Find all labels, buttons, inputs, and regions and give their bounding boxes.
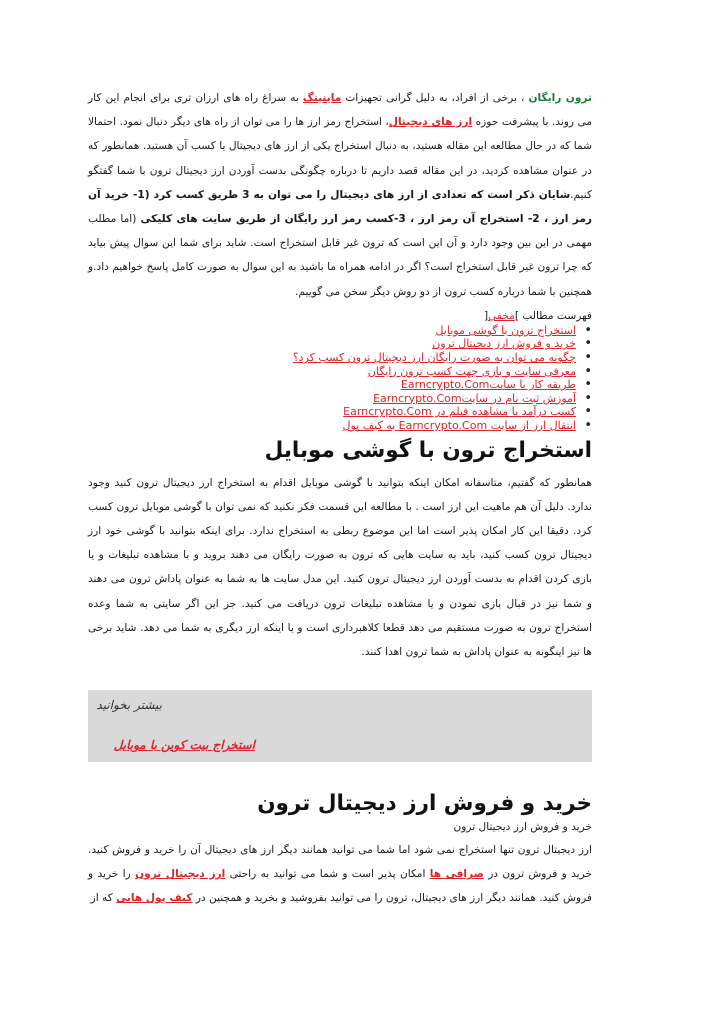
toc-item <box>88 405 576 419</box>
digital-currency-link[interactable]: ارز های دیجیتال <box>388 116 473 129</box>
intro-text-a: ، برخی از افراد، به دلیل گرانی تجهیزات <box>341 92 529 104</box>
toc-link[interactable]: معرفی سایت و بازی جهت کسب ترون رایگان <box>367 364 576 378</box>
section-subtitle: خرید و فروش ارز دیجیتال ترون <box>453 821 592 833</box>
section-buy-sell <box>88 790 592 911</box>
toc-link[interactable]: خرید و فروش ارز دیجیتال ترون <box>432 337 576 351</box>
article-body <box>88 86 592 664</box>
intro-text-d: (اما مطلب مهمی در این بین وجود دارد و آن این است که ترون غیر قابل استخراج است. شاید برای شما این سوال پیش بیاید که چرا ترون غیر قابل استخراج است؟ اگر در ادامه همراه ما باشید به این سوال به صورت کامل پاسخ خواهیم داد.و همچنین با شما درباره کسب ترون از دو روش دیگر سخن می گوییم. <box>88 213 592 298</box>
section-mobile-paragraph: همانطور که گفتیم، متاسفانه امکان اینکه بتوانید با گوشی موبایل اقدام به استخراج ارز دیجیتال ترون کنید وجود ندارد. دلیل آن هم ماهیت این ارز است . با مطالعه این قسمت فکر نکنید که نمی توان با گوشی موبایل ترون کسب کرد. دقیقا این کار امکان پذیر است اما این موضوع ربطی به استخراج ندارد. برای اینکه بتوانید با گوشی خود ارز دیجیتال ترون کسب کنید، باید به سایت هایی که ترون به صورت رایگان می دهند بروید و با مشاهده تبلیغات و یا بازی کردن اقدام به بدست آوردن ارز دیجیتال ترون کنید. این مدل سایت ها به شما به عنوان پاداش ترون می دهند و شما نیز در قبال بازی نمودن و یا مشاهده تبلیغات ترون دریافت می کنید. جز این اگر سایتی به شما وعده استخراج ترون به صورت مستقیم می دهد قطعا کلاهبرداری است و یا اینکه ارز دیگری به شما می دهد. شاید برخی ها نیز اینگونه به عنوان پاداش به شما ترون اهدا کنند. <box>88 476 592 658</box>
toc-link[interactable]: چگونه می توان به صورت رایگان ارز دیجیتال ترون کسب کرد؟ <box>292 351 576 365</box>
buy-text-a: ارز دیجیتال ترون تنها استخراج نمی شود اما شما می توانید همانند دیگر ارز های دیجیتال آن را خرید و فروش کنید. خرید و فروش ترون در <box>88 844 593 881</box>
buy-text-b: امکان پذیر است و شما می توانید به راحتی <box>225 868 430 881</box>
section-heading-mobile-mining: استخراج ترون با گوشی موبایل <box>264 437 592 463</box>
toc-header <box>88 309 592 323</box>
toc-link[interactable]: طریقه کار با سایتEarncrypto.Com <box>400 378 576 392</box>
toc-bracket: [ <box>483 309 489 322</box>
mining-link[interactable]: ماینینگ <box>302 92 342 104</box>
toc-item <box>88 392 576 406</box>
intro-bold-text: شایان ذکر است که تعدادی از ارز های دیجیتال را می توان به 3 طریق کسب کرد (1- خرید آن رمز ارز ، 2- استخراج آن رمز ارز ، 3-کسب رمز ارز رایگان از طریق سایت های کلیکی <box>88 188 592 226</box>
read-more-box <box>88 690 592 762</box>
intro-paragraph <box>88 86 592 304</box>
toc-item <box>88 337 576 351</box>
intro-text-b: به سراغ راه های ارزان تری برای انجام این کار می روند. با پیشرفت حوزه <box>88 92 592 129</box>
section-buy-sell-paragraph <box>88 838 592 911</box>
read-more-title: بیشتر بخوانید <box>96 698 162 712</box>
toc-toggle-link[interactable]: مخفی <box>488 309 515 322</box>
toc-link[interactable]: استخراج ترون با گوشی موبایل <box>435 323 576 337</box>
wallets-link[interactable]: کیف پول هایی <box>116 892 193 905</box>
toc-link[interactable]: آموزش ثبت نام در سایتEarncrypto.Com <box>373 391 576 405</box>
read-more-link[interactable]: استخراج بیت کوین با موبایل <box>113 738 255 752</box>
toc-item <box>88 378 576 392</box>
section-heading-buy-sell: خرید و فروش ارز دیجیتال ترون <box>257 791 592 816</box>
buy-text-d: که از <box>90 892 117 905</box>
toc-item <box>88 324 576 338</box>
toc-item <box>88 351 576 365</box>
toc-link[interactable]: انتقال ارز از سایت Earncrypto.Com به کیف پول <box>342 418 576 432</box>
toc-list <box>88 324 592 433</box>
toc-item <box>88 419 576 433</box>
toc-title: فهرست مطالب ] <box>514 309 592 322</box>
buy-text-c: را خرید و فروش کنید. همانند دیگر ارز های دیجیتال، ترون را می توانید بفروشید و بخرید و همچنین در <box>88 868 592 905</box>
exchanges-link[interactable]: صرافی ها <box>429 868 484 881</box>
toc-link[interactable]: کسب درآمد با مشاهده فیلم در Earncrypto.Com <box>343 405 576 419</box>
tron-link[interactable]: ارز دیجیتال ترون <box>135 868 226 881</box>
toc-item <box>88 365 576 379</box>
free-tron-link[interactable]: ترون رایگان <box>528 92 592 104</box>
intro-text-c: ، استخراج رمز ارز ها را می توان از راه های دیگر دنبال نمود. احتمالا شما که در حال مطالعه این مقاله هستید، به دنبال استخراج یکی از ارز های دیجیتال یا کسب آن هستید. همانطور که در عنوان مشاهده کردید، در این مقاله قصد داریم تا درباره چگونگی بدست آوردن ارز دیجیتال ترون با شما گفتگو کنیم. <box>88 116 592 201</box>
